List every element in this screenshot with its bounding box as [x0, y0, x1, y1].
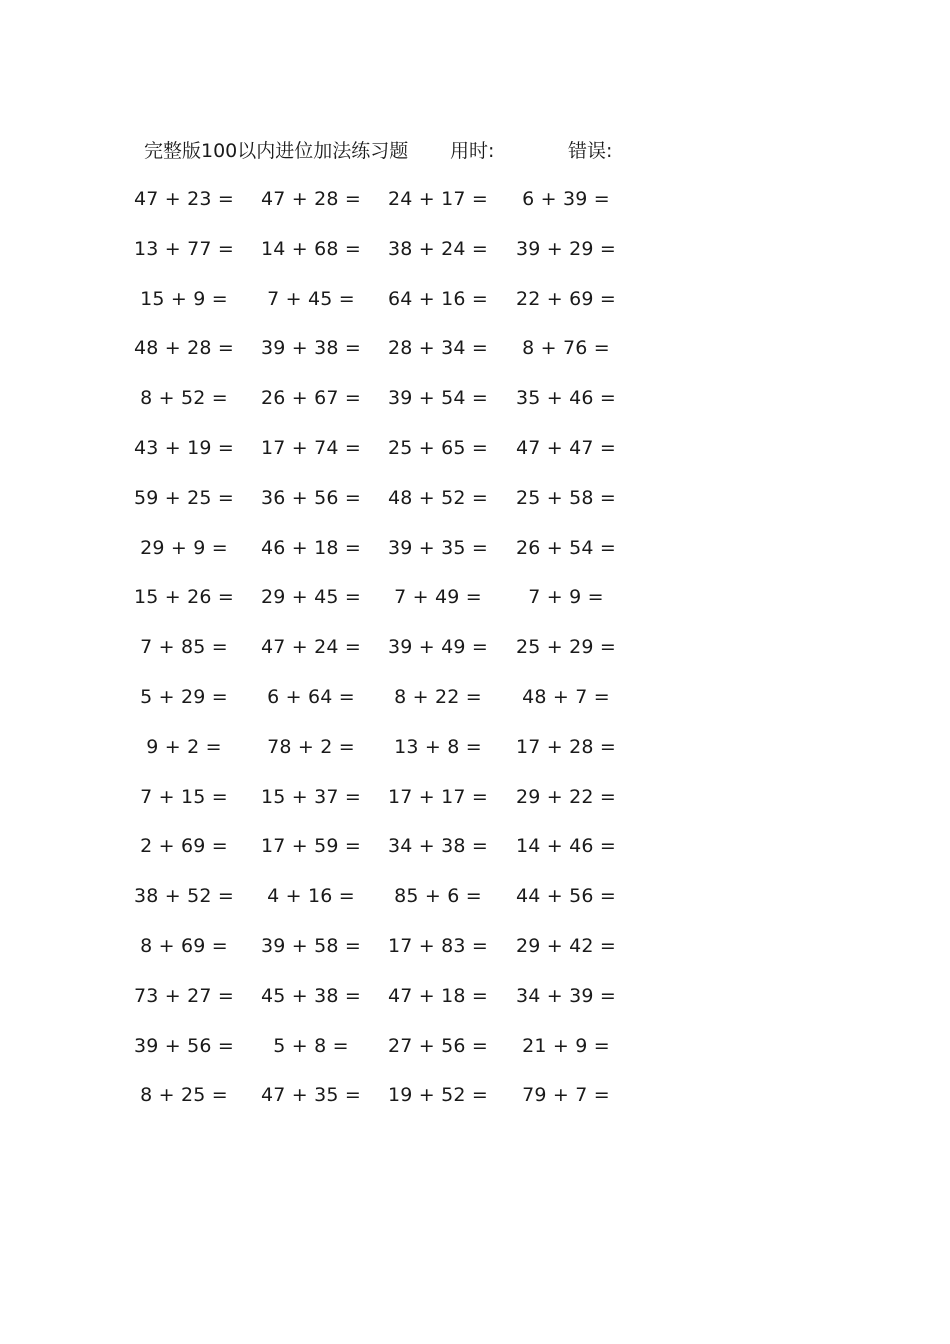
problem-row [0, 184, 950, 214]
problem-item: 5 + 8 = [273, 1034, 349, 1057]
problem-item: 34 + 38 = [387, 835, 489, 858]
problem-item: 48 + 7 = [522, 686, 610, 708]
problem-item: 15 + 37 = [260, 785, 362, 808]
problem-item: 6 + 39 = [522, 188, 610, 210]
problem-row [0, 433, 950, 463]
problem-item: 38 + 52 = [133, 885, 235, 908]
problem-item: 17 + 83 = [387, 935, 489, 957]
problem-item: 39 + 58 = [260, 935, 362, 957]
problem-row [0, 234, 950, 264]
problem-item: 15 + 9 = [140, 287, 228, 310]
problem-row [0, 732, 950, 762]
problem-item: 46 + 18 = [260, 536, 362, 559]
problem-row [0, 632, 950, 662]
problem-item: 38 + 24 = [387, 237, 489, 260]
problem-item: 8 + 76 = [522, 337, 610, 360]
error-count-label: 错误: [568, 140, 613, 162]
problem-item: 34 + 39 = [515, 984, 617, 1007]
problem-item: 21 + 9 = [522, 1034, 610, 1057]
problem-item: 8 + 25 = [140, 1084, 228, 1107]
problem-row [0, 981, 950, 1011]
problem-item: 24 + 17 = [387, 188, 489, 210]
problem-row [0, 383, 950, 413]
problem-item: 39 + 56 = [133, 1034, 235, 1057]
problem-item: 28 + 34 = [387, 337, 489, 360]
problem-item: 79 + 7 = [522, 1084, 610, 1107]
problem-item: 64 + 16 = [387, 287, 489, 310]
worksheet-title: 完整版100以内进位加法练习题 [144, 140, 409, 162]
problem-item: 29 + 22 = [515, 785, 617, 808]
problem-item: 8 + 52 = [140, 387, 228, 410]
problem-row [0, 831, 950, 861]
problem-item: 6 + 64 = [267, 686, 355, 708]
problem-item: 17 + 74 = [260, 437, 362, 459]
problem-item: 47 + 35 = [260, 1084, 362, 1107]
problem-item: 26 + 67 = [260, 387, 362, 410]
problem-item: 47 + 28 = [260, 188, 362, 210]
problem-item: 29 + 9 = [140, 536, 228, 559]
problem-item: 25 + 29 = [515, 636, 617, 659]
problem-item: 85 + 6 = [394, 885, 482, 908]
problem-item: 7 + 15 = [140, 785, 228, 808]
problem-item: 2 + 69 = [140, 835, 228, 858]
problem-item: 27 + 56 = [387, 1034, 489, 1057]
problem-item: 7 + 9 = [528, 586, 604, 609]
problem-row [0, 881, 950, 911]
problem-item: 15 + 26 = [133, 586, 235, 609]
problem-item: 8 + 22 = [394, 686, 482, 708]
problem-item: 47 + 24 = [260, 636, 362, 659]
problem-item: 25 + 58 = [515, 486, 617, 509]
problem-item: 7 + 45 = [267, 287, 355, 310]
problem-item: 14 + 46 = [515, 835, 617, 858]
problem-row [0, 682, 950, 712]
problem-item: 59 + 25 = [133, 486, 235, 509]
problem-item: 9 + 2 = [146, 735, 222, 758]
problem-item: 29 + 42 = [515, 935, 617, 957]
problem-item: 13 + 8 = [394, 735, 482, 758]
problem-item: 17 + 17 = [387, 785, 489, 808]
problem-item: 14 + 68 = [260, 237, 362, 260]
problem-item: 17 + 28 = [515, 735, 617, 758]
problem-item: 44 + 56 = [515, 885, 617, 908]
problem-row [0, 333, 950, 363]
problem-row [0, 1031, 950, 1061]
problem-item: 47 + 18 = [387, 984, 489, 1007]
problem-item: 19 + 52 = [387, 1084, 489, 1107]
problem-item: 48 + 28 = [133, 337, 235, 360]
problem-row [0, 284, 950, 314]
problem-item: 29 + 45 = [260, 586, 362, 609]
problem-row [0, 1080, 950, 1110]
problem-item: 7 + 49 = [394, 586, 482, 609]
problem-item: 7 + 85 = [140, 636, 228, 659]
problem-row [0, 931, 950, 961]
problem-item: 39 + 35 = [387, 536, 489, 559]
problem-item: 26 + 54 = [515, 536, 617, 559]
problem-item: 22 + 69 = [515, 287, 617, 310]
problem-item: 43 + 19 = [133, 437, 235, 459]
problem-item: 13 + 77 = [133, 237, 235, 260]
problem-item: 25 + 65 = [387, 437, 489, 459]
problem-item: 39 + 29 = [515, 237, 617, 260]
problem-item: 73 + 27 = [133, 984, 235, 1007]
time-used-label: 用时: [450, 140, 495, 162]
problem-item: 4 + 16 = [267, 885, 355, 908]
problem-item: 39 + 49 = [387, 636, 489, 659]
problem-row [0, 582, 950, 612]
problem-item: 17 + 59 = [260, 835, 362, 858]
problem-item: 39 + 38 = [260, 337, 362, 360]
problem-item: 47 + 47 = [515, 437, 617, 459]
problem-item: 45 + 38 = [260, 984, 362, 1007]
problem-item: 48 + 52 = [387, 486, 489, 509]
problem-item: 35 + 46 = [515, 387, 617, 410]
problem-item: 8 + 69 = [140, 935, 228, 957]
problem-row [0, 483, 950, 513]
problem-item: 78 + 2 = [267, 735, 355, 758]
problem-item: 5 + 29 = [140, 686, 228, 708]
problem-row [0, 533, 950, 563]
problem-item: 36 + 56 = [260, 486, 362, 509]
problem-row [0, 782, 950, 812]
problem-item: 39 + 54 = [387, 387, 489, 410]
problem-item: 47 + 23 = [133, 188, 235, 210]
